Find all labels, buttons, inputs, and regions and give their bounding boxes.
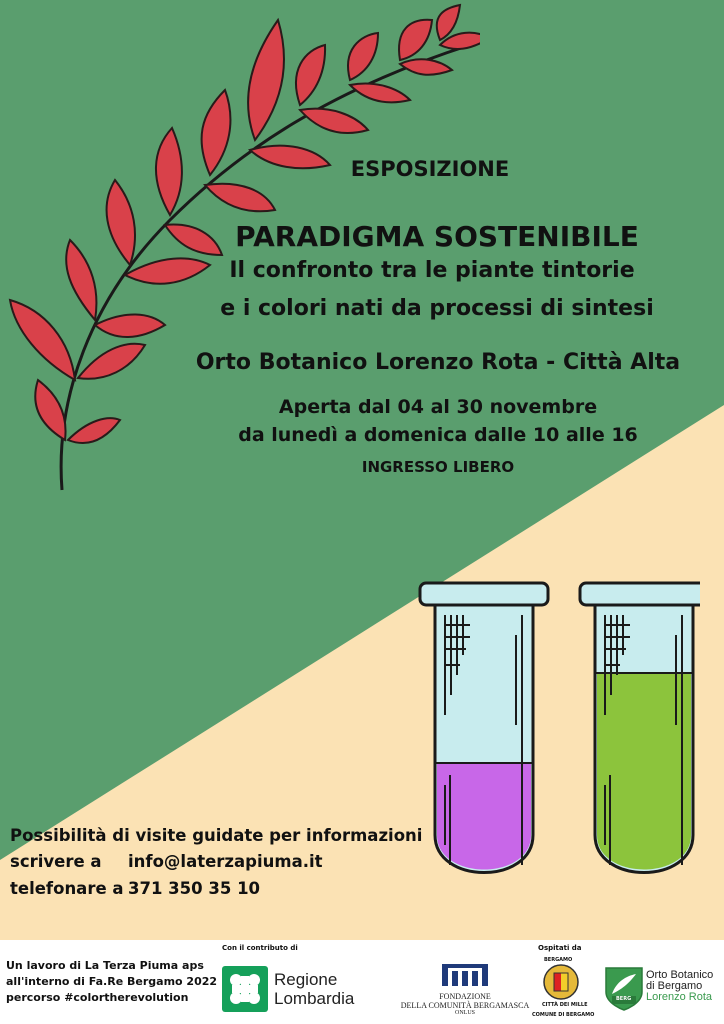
contact-phone[interactable]: 371 350 35 10 [128,879,261,898]
regione-line-2: Lombardia [274,989,355,1008]
orto-badge-text: BERG [616,996,632,1002]
ospitati-label: Ospitati da [538,944,582,952]
fondazione-line-2: DELLA COMUNITÀ BERGAMASCA [400,1001,530,1010]
fondazione-line-1: FONDAZIONE [439,992,491,1001]
contributo-label: Con il contributo di [222,944,298,952]
comune-top-text: BERGAMO [544,957,573,963]
credit-line-1: Un lavoro di La Terza Piuma aps [6,959,204,972]
orto-botanico-logo [604,962,722,1014]
opening-hours: da lunedì a domenica dalle 10 alle 16 [238,424,638,446]
test-tube-green [580,583,700,873]
fondazione-logo [400,962,530,1018]
fondazione-line-3: ONLUS [454,1010,475,1016]
fondazione-emblem [440,962,490,988]
admission-label: INGRESSO LIBERO [361,458,515,476]
orto-line-2: di Bergamo [646,980,703,992]
exhibition-title: PARADIGMA SOSTENIBILE [235,220,639,253]
comune-mid-text: CITTÀ DEI MILLE [542,1002,588,1008]
comune-di-bergamo-logo [530,955,595,1021]
regione-lombardia-emblem [222,966,268,1012]
test-tube-purple [420,583,548,873]
guided-visits-info: Possibilità di visite guidate per informazioni [10,826,423,845]
contact-email[interactable]: info@laterzapiuma.it [128,852,323,871]
subtitle-line-1: Il confronto tra le piante tintorie [229,258,635,283]
comune-bottom-text: COMUNE DI BERGAMO [532,1012,595,1018]
orto-botanico-shield-icon [604,964,644,1012]
regione-lombardia-logo [222,966,355,1012]
orto-line-3: Lorenzo Rota [646,991,713,1003]
write-label: scrivere a [10,852,102,871]
credit-line-2: all'interno di Fa.Re Bergamo 2022 [6,975,218,988]
phone-label: telefonare a [10,879,124,898]
subtitle-line-2: e i colori nati da processi di sintesi [220,296,654,321]
regione-line-1: Regione [274,970,338,989]
comune-crest-icon [542,963,580,1001]
venue: Orto Botanico Lorenzo Rota - Città Alta [195,350,681,375]
exhibition-dates: Aperta dal 04 al 30 novembre [278,396,598,418]
orto-line-1: Orto Botanico [646,969,714,981]
category-label: ESPOSIZIONE [350,157,510,181]
credit-line-3: percorso #colortherevolution [6,991,189,1004]
test-tubes-illustration [410,575,700,895]
